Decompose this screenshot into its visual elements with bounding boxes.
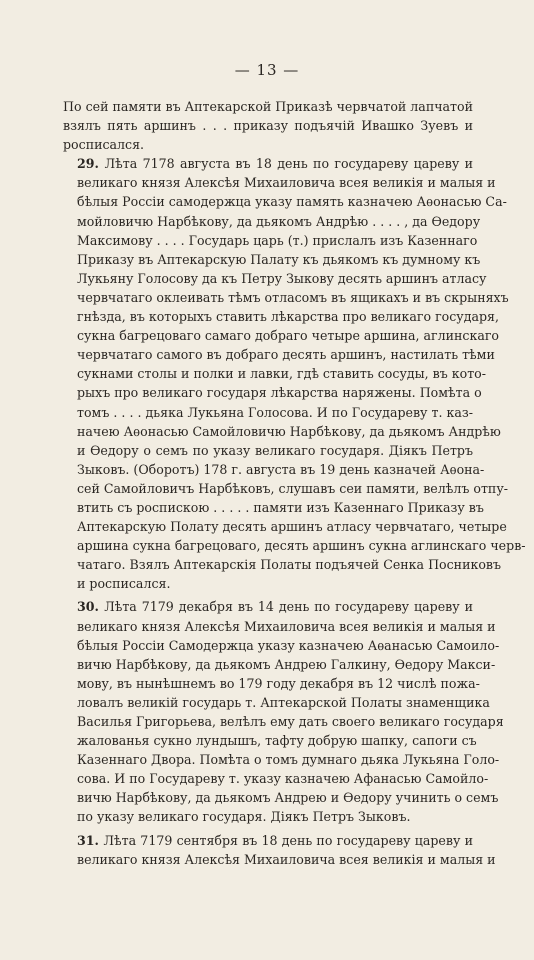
text-line: и росписался.: [77, 576, 171, 592]
text-line: рыхъ про великаго государя лѣкарства наряжены. Помѣта о: [77, 385, 482, 401]
text-line: Приказу въ Аптекарскую Палату къ дьякомъ къ думному къ: [77, 251, 481, 267]
text-line: и Ѳедору о семъ по указу великаго государя. Діякъ Петръ: [77, 442, 473, 458]
continuation-paragraph: [63, 97, 473, 154]
entry-number: 29.: [77, 156, 105, 172]
text-line: мойловичю Нарбѣкову, да дьякомъ Андрѣю . . . . , да Ѳедору: [77, 213, 481, 229]
text-line: вичю Нарбѣкову, да дьякомъ Андрею Галкину, Ѳедору Макси-: [77, 656, 496, 672]
text-line: Зыковъ. (Оборотъ) 178 г. августа въ 19 день казначей Аѳона-: [77, 461, 485, 477]
text-line: великаго князя Алексѣя Михаиловича всея великія и малыя и: [77, 851, 496, 867]
text-line: [63, 154, 473, 173]
text-line: по указу великаго государя. Діякъ Петръ Зыковъ.: [77, 809, 411, 825]
text-line-content: Лѣта 7178 августа въ 18 день по государеву цареву и: [104, 156, 473, 172]
text-line: сукна багрецоваго самаго добраго четыре аршина, аглинскаго: [77, 328, 500, 344]
text-line: великаго князя Алексѣя Михаиловича всея великія и малыя и: [77, 175, 496, 191]
text-line: втить съ роспискою . . . . . памяти изъ Казеннаго Приказу въ: [77, 499, 484, 515]
text-line: Максимову . . . . Государь царь (т.) прислалъ изъ Казеннаго: [77, 232, 478, 248]
text-line: чатаго. Взялъ Аптекарскія Полаты подъячей Сенка Посниковъ: [77, 557, 502, 573]
entry-number: 31.: [77, 832, 104, 848]
body-text: [63, 97, 526, 869]
numbered-entry: [63, 154, 526, 593]
text-line: По сей памяти въ Аптекарской Приказѣ червчатой лапчатой: [63, 99, 473, 114]
text-line: червчатаго оклеивать тѣмъ отласомъ въ ящикахъ и въ скрыняхъ: [77, 289, 509, 305]
text-line: Аптекарскую Полату десять аршинъ атласу червчатаго, четыре: [77, 519, 507, 535]
text-line: начею Аѳонасью Самойловичю Нарбѣкову, да дьякомъ Андрѣю: [77, 423, 501, 439]
numbered-entry: [63, 597, 504, 826]
text-line-content: Лѣта 7179 сентября въ 18 день по государеву цареву и: [103, 832, 473, 848]
text-line: вичю Нарбѣкову, да дьякомъ Андрею и Ѳедору учинить о семъ: [77, 790, 499, 806]
text-line: [63, 831, 473, 850]
text-line: [63, 597, 473, 616]
numbered-entry: [63, 831, 496, 869]
text-line: мову, въ нынѣшнемъ во 179 году декабря въ 12 числѣ пожа-: [77, 675, 480, 691]
text-line: великаго князя Алексѣя Михаиловича всея великія и малыя и: [77, 618, 496, 634]
text-line: сей Самойловичъ Нарбѣковъ, слушавъ сеи памяти, велѣлъ отпу-: [77, 480, 508, 496]
text-line: томъ . . . . дьяка Лукьяна Голосова. И по Государеву т. каз-: [77, 404, 473, 420]
entry-number: 30.: [77, 599, 105, 615]
text-line: гнѣзда, въ которыхъ ставить лѣкарства про великаго государя,: [77, 309, 499, 325]
text-line: бѣлыя Россіи самодержца указу память казначею Аѳонасью Са-: [77, 194, 507, 210]
text-line: взялъ пять аршинъ . . . приказу подъячій Ивашко Зуевъ и: [63, 118, 473, 134]
text-line: жалованья сукно лундышъ, тафту добрую шапку, сапоги съ: [77, 733, 477, 749]
text-line: Василья Григорьева, велѣлъ ему дать своего великаго государя: [77, 714, 504, 729]
text-line: бѣлыя Россіи Самодержца указу казначею Аѳанасью Самоило-: [77, 637, 500, 653]
page-number: — 13 —: [234, 61, 300, 79]
text-line: сукнами столы и полки и лавки, гдѣ ставить сосуды, въ кото-: [77, 366, 487, 382]
text-line: аршина сукна багрецоваго, десять аршинъ сукна аглинскаго черв-: [77, 538, 526, 554]
text-line: червчатаго самого въ добраго десять аршинъ, настилать тѣми: [77, 347, 495, 363]
text-line: сова. И по Государеву т. указу казначею Афанасью Самойло-: [77, 771, 489, 787]
text-line: Казеннаго Двора. Помѣта о томъ думнаго дьяка Лукьяна Голо-: [77, 752, 500, 768]
text-line: ловалъ великій государь т. Аптекарской Полаты знаменщика: [77, 694, 490, 710]
text-line: Лукьяну Голосову да къ Петру Зыкову десять аршинъ атласу: [77, 270, 487, 286]
text-line-content: Лѣта 7179 декабря въ 14 день по государеву цареву и: [104, 599, 473, 615]
text-line: росписался.: [63, 137, 145, 153]
